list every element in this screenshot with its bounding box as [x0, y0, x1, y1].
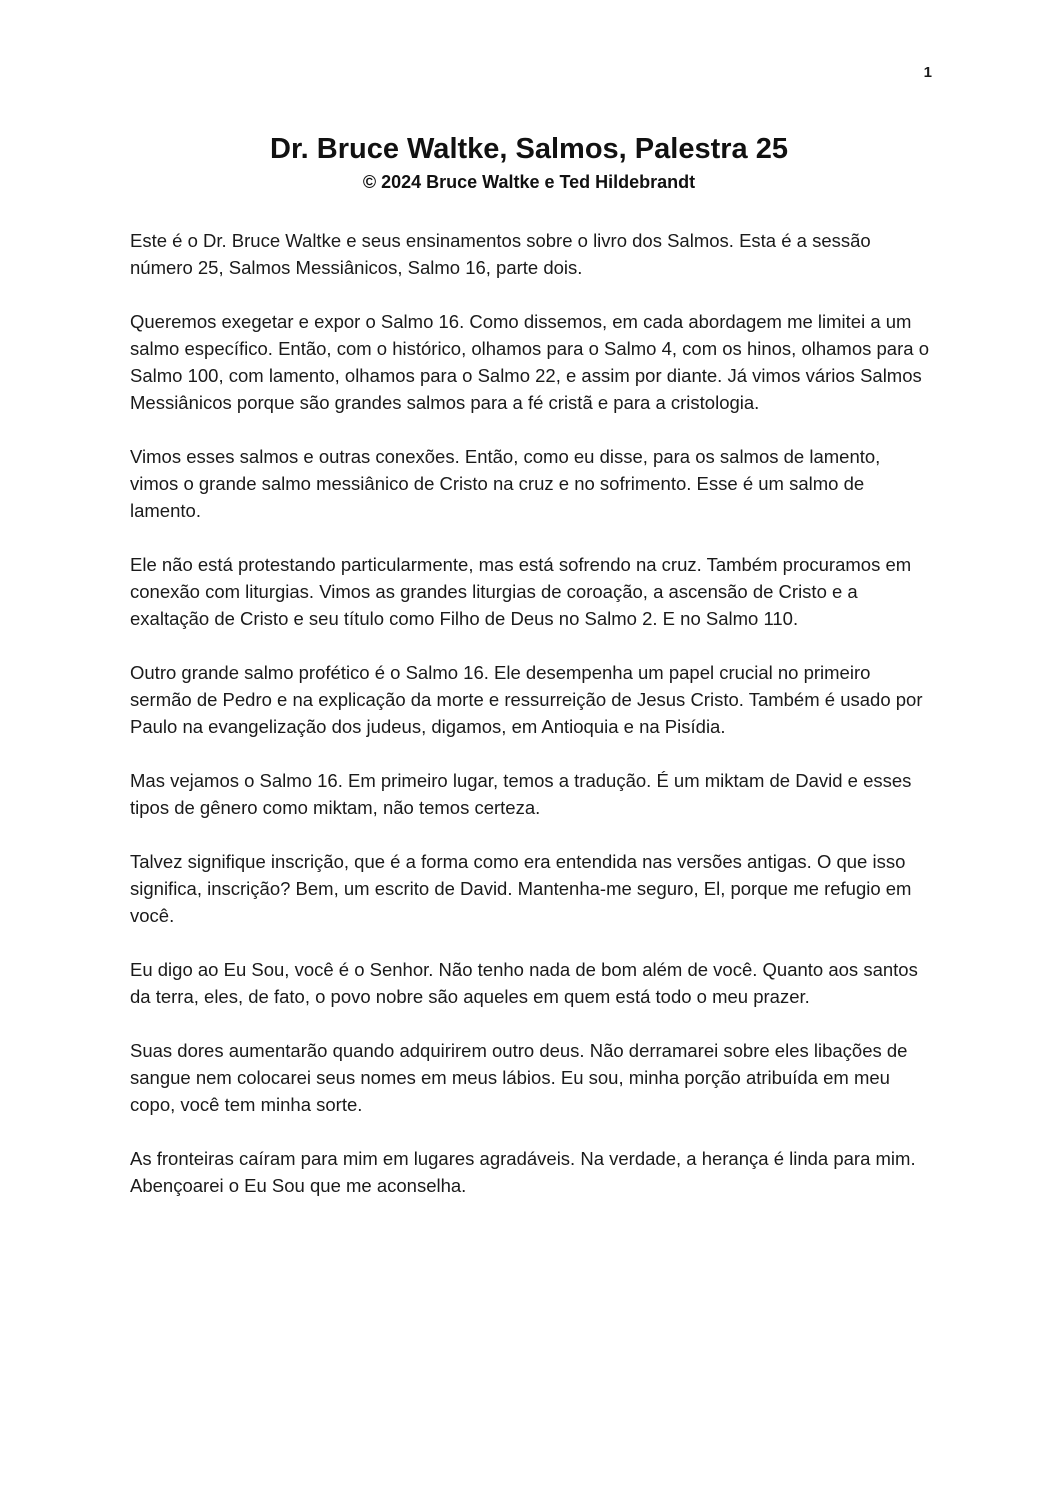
document-copyright-subtitle: © 2024 Bruce Waltke e Ted Hildebrandt	[362, 172, 696, 192]
paragraph-2: Queremos exegetar e expor o Salmo 16. Como dissemos, em cada abordagem me limitei a um salmo específico. Então, com o histórico, olhamos para o Salmo 4, com os hinos, olhamos para o Salmo 100, com lamento, olhamos para o Salmo 22, e assim por diante. Já vimos vários Salmos Messiânicos porque são grandes salmos para a fé cristã e para a cristologia.	[130, 311, 929, 413]
paragraph-1: Este é o Dr. Bruce Waltke e seus ensinamentos sobre o livro dos Salmos. Esta é a sessão número 25, Salmos Messiânicos, Salmo 16, parte dois.	[130, 230, 871, 278]
paragraph-4: Ele não está protestando particularmente, mas está sofrendo na cruz. Também procuramos em conexão com liturgias. Vimos as grandes liturgias de coroação, a ascensão de Cristo e a exaltação de Cristo e seu título como Filho de Deus no Salmo 2. E no Salmo 110.	[130, 554, 912, 629]
paragraph-8: Eu digo ao Eu Sou, você é o Senhor. Não tenho nada de bom além de você. Quanto aos santos da terra, eles, de fato, o povo nobre são aqueles em quem está todo o meu prazer.	[130, 959, 918, 1007]
document-header	[0, 0, 1058, 193]
paragraph-6: Mas vejamos o Salmo 16. Em primeiro lugar, temos a tradução. É um miktam de David e esses tipos de gênero como miktam, não temos certeza.	[130, 770, 912, 818]
paragraph-3: Vimos esses salmos e outras conexões. Então, como eu disse, para os salmos de lamento, vimos o grande salmo messiânico de Cristo na cruz e no sofrimento. Esse é um salmo de lamento.	[130, 446, 881, 521]
paragraph-10: As fronteiras caíram para mim em lugares agradáveis. Na verdade, a herança é linda para mim. Abençoarei o Eu Sou que me aconselha.	[130, 1148, 916, 1196]
paragraph-5: Outro grande salmo profético é o Salmo 16. Ele desempenha um papel crucial no primeiro sermão de Pedro e na explicação da morte e ressurreição de Jesus Cristo. Também é usado por Paulo na evangelização dos judeus, digamos, em Antioquia e na Pisídia.	[130, 662, 923, 737]
paragraph-7: Talvez signifique inscrição, que é a forma como era entendida nas versões antigas. O que isso significa, inscrição? Bem, um escrito de David. Mantenha-me seguro, El, porque me refugio em você.	[130, 851, 912, 926]
document-body	[0, 193, 1058, 1199]
paragraph-9: Suas dores aumentarão quando adquirirem outro deus. Não derramarei sobre eles libações de sangue nem colocarei seus nomes em meus lábios. Eu sou, minha porção atribuída em meu copo, você tem minha sorte.	[130, 1040, 908, 1115]
page-number: 1	[923, 64, 932, 81]
document-title: Dr. Bruce Waltke, Salmos, Palestra 25	[270, 133, 788, 165]
